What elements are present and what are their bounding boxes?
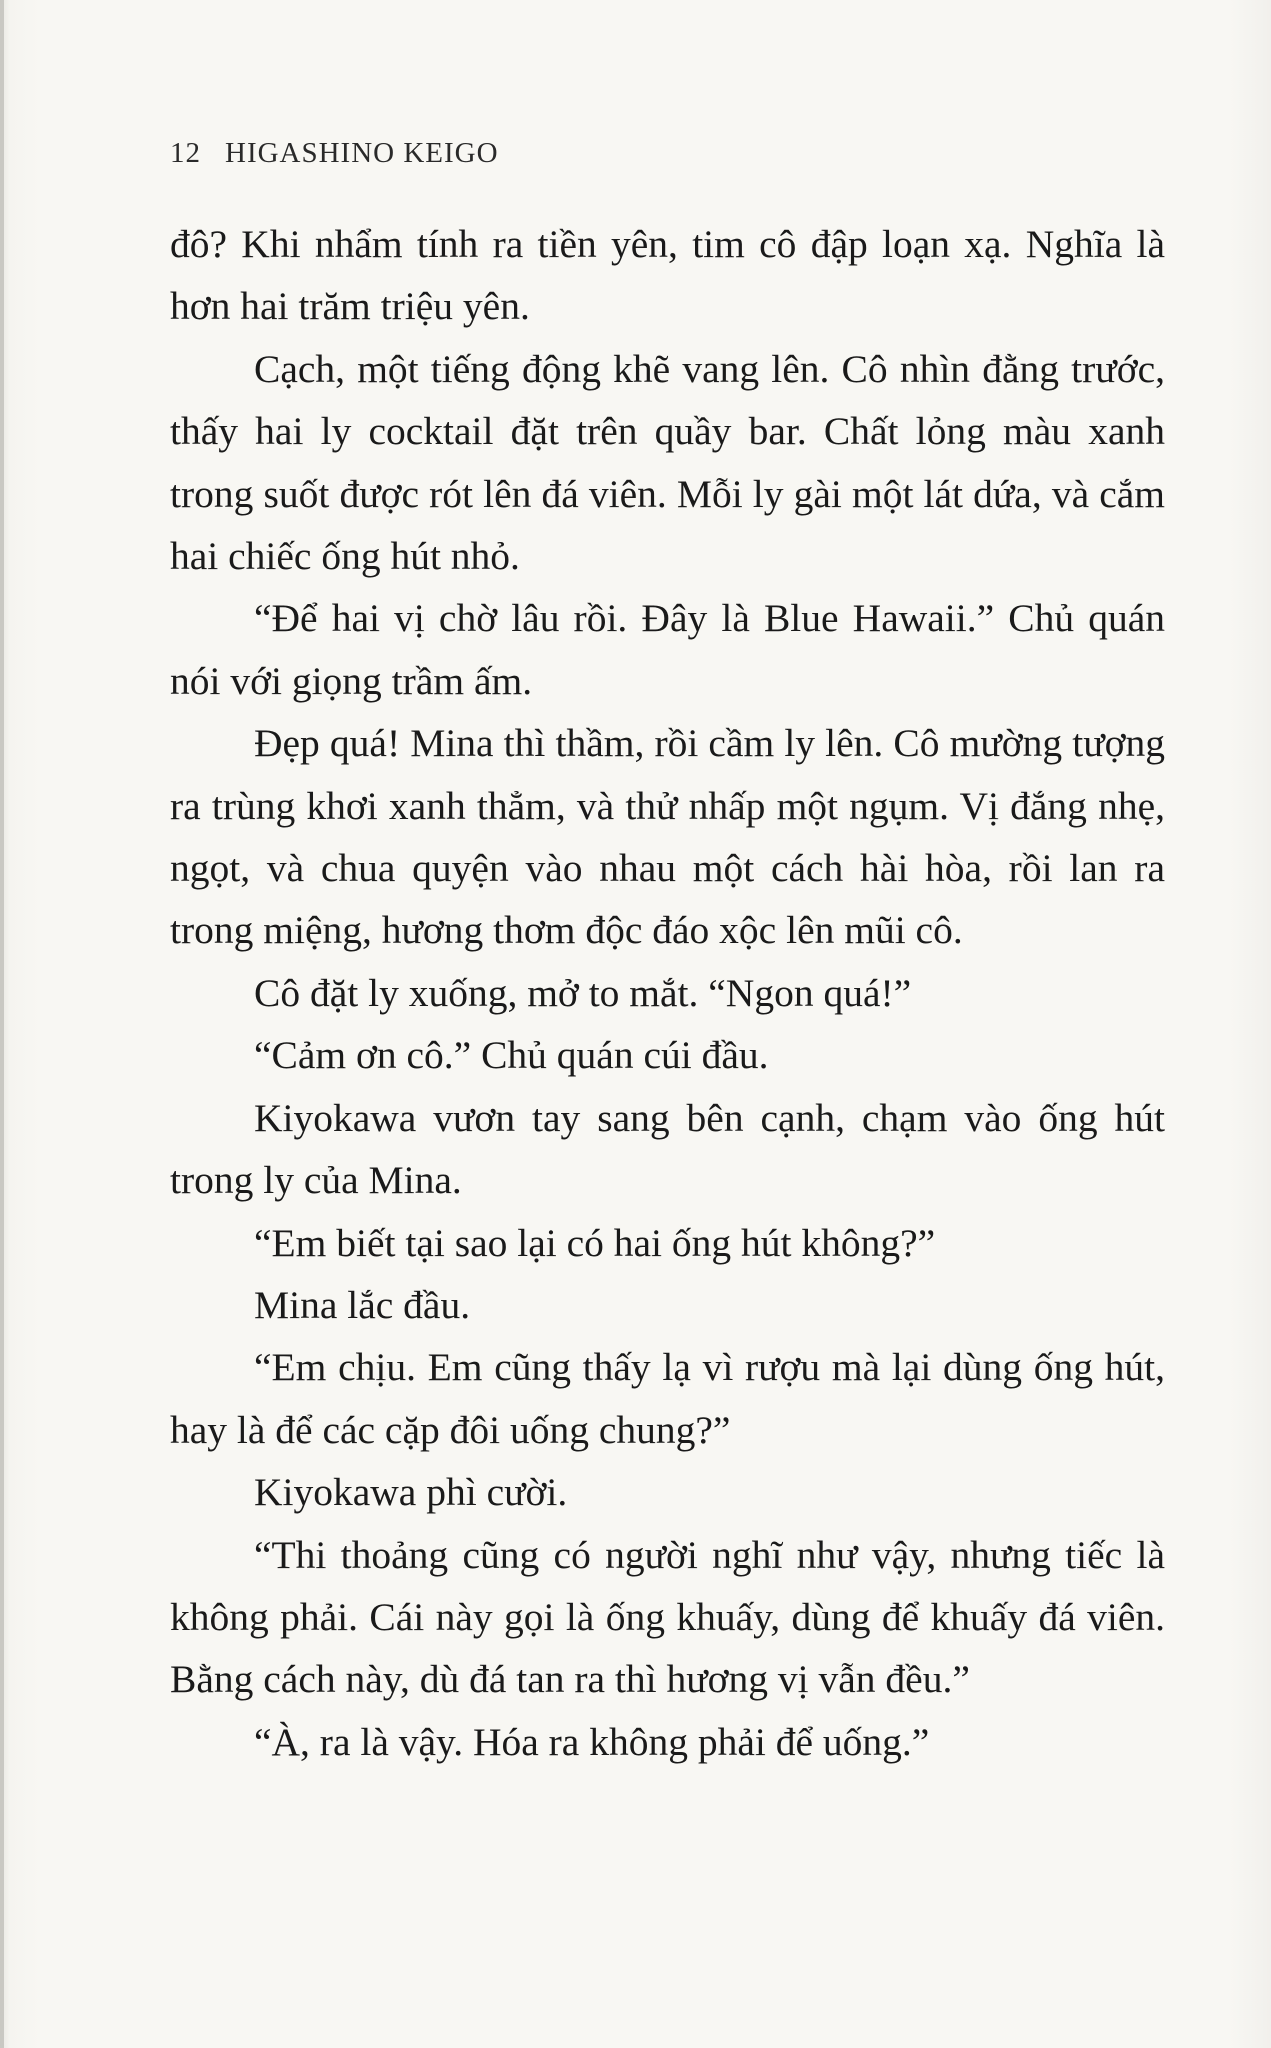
paragraph: Cạch, một tiếng động khẽ vang lên. Cô nhìn đằng trước, thấy hai ly cocktail đặt trên quầy bar. Chất lỏng màu xanh trong suốt được rót lên đá viên. Mỗi ly gài một lát dứa, và cắm hai chiếc ống hút nhỏ.	[170, 346, 1165, 579]
paragraph: đô? Khi nhẩm tính ra tiền yên, tim cô đập loạn xạ. Nghĩa là hơn hai trăm triệu yên.	[170, 222, 1165, 329]
paragraph: “Thi thoảng cũng có người nghĩ như vậy, nhưng tiếc là không phải. Cái này gọi là ống khuấy, dùng để khuấy đá viên. Bằng cách này, dù đá tan ra thì hương vị vẫn đều.”	[170, 1532, 1165, 1702]
author-name: HIGASHINO KEIGO	[225, 137, 499, 169]
paragraph: “Để hai vị chờ lâu rồi. Đây là Blue Hawaii.” Chủ quán nói với giọng trầm ấm.	[170, 596, 1165, 703]
paragraph: “Em chịu. Em cũng thấy lạ vì rượu mà lại dùng ống hút, hay là để các cặp đôi uống chung?”	[170, 1345, 1165, 1452]
paragraph: Mina lắc đầu.	[254, 1282, 471, 1327]
paragraph: Kiyokawa phì cười.	[254, 1470, 568, 1515]
paragraph: Kiyokawa vươn tay sang bên cạnh, chạm vào ống hút trong ly của Mina.	[170, 1095, 1165, 1203]
body-text	[170, 213, 1165, 1773]
running-header	[170, 137, 499, 170]
paragraph: “À, ra là vậy. Hóa ra không phải để uống.”	[254, 1719, 930, 1764]
paragraph: “Cảm ơn cô.” Chủ quán cúi đầu.	[254, 1033, 769, 1078]
paragraph: Đẹp quá! Mina thì thầm, rồi cầm ly lên. Cô mường tượng ra trùng khơi xanh thẳm, và thử nhấp một ngụm. Vị đắng nhẹ, ngọt, và chua quyện vào nhau một cách hài hòa, rồi lan ra trong miệng, hương thơm độc đáo xộc lên mũi cô.	[170, 721, 1165, 953]
page-gutter-edge	[0, 0, 4, 2048]
page-number: 12	[170, 137, 201, 169]
paragraph: Cô đặt ly xuống, mở to mắt. “Ngon quá!”	[254, 970, 912, 1015]
paragraph: “Em biết tại sao lại có hai ống hút không?”	[254, 1220, 936, 1265]
